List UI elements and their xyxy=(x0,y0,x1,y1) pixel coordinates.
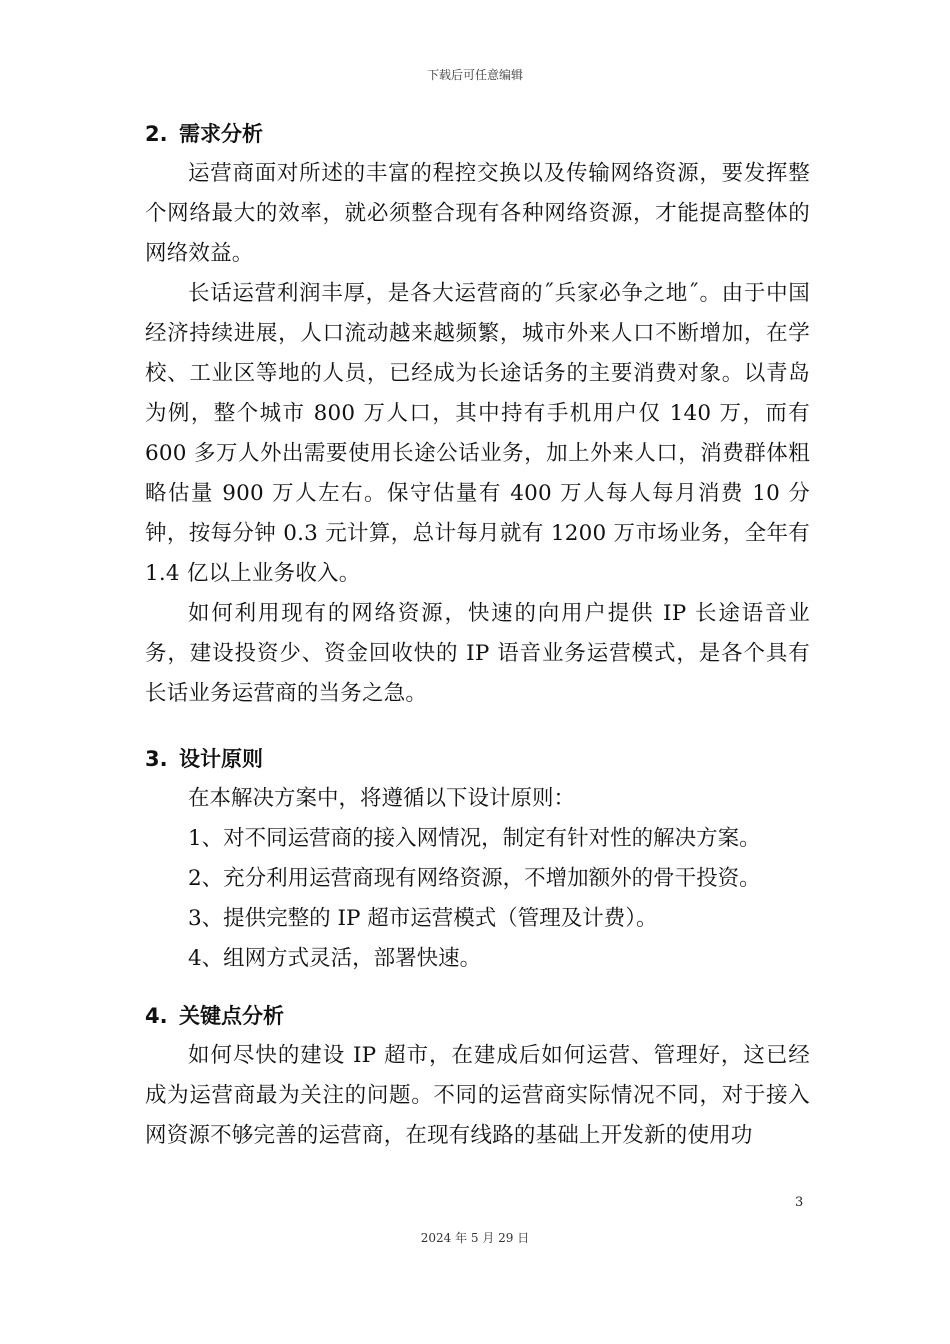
section-title: 关键点分析 xyxy=(179,1004,284,1028)
list-item: 4、组网方式灵活，部署快速。 xyxy=(188,946,482,971)
list-item: 3、提供完整的 IP 超市运营模式（管理及计费）。 xyxy=(188,906,658,931)
section-number: 2. xyxy=(145,122,168,146)
list-item: 2、充分利用运营商现有网络资源，不增加额外的骨干投资。 xyxy=(188,866,761,891)
page-header: 下载后可任意编辑 xyxy=(426,68,523,82)
list-item: 1、对不同运营商的接入网情况，制定有针对性的解决方案。 xyxy=(188,826,761,851)
paragraph: 如何利用现有的网络资源，快速的向用户提供 IP 长途语音业务，建设投资少、资金回收快的 IP 语音业务运营模式，是各个具有长话业务运营商的当务之急。 xyxy=(145,601,810,706)
section-number: 3. xyxy=(145,747,168,771)
section-number: 4. xyxy=(145,1004,168,1028)
section-title: 设计原则 xyxy=(179,747,263,771)
document-body xyxy=(145,114,810,1156)
page-footer-date: 2024 年 5 月 29 日 xyxy=(420,1231,530,1245)
section-heading-design-principles xyxy=(145,739,810,779)
paragraph: 运营商面对所述的丰富的程控交换以及传输网络资源，要发挥整个网络最大的效率，就必须整合现有各种网络资源，才能提高整体的网络效益。 xyxy=(145,161,810,266)
paragraph: 长话运营利润丰厚，是各大运营商的˝兵家必争之地˝。由于中国经济持续进展，人口流动越来越频繁，城市外来人口不断增加，在学校、工业区等地的人员，已经成为长途话务的主要消费对象。以青岛为例，整个城市 800 万人口，其中持有手机用户仅 140 万，而有 600 多万人外出需要使用长途公话业务，加上外来人口，消费群体粗略估量 900 万人左右。保守估量有 400 万人每人每月消费 10 分钟，按每分钟 0.3 元计算，总计每月就有 1200 万市场业务，全年有 1.4 亿以上业务收入。 xyxy=(145,281,810,586)
page-number: 3 xyxy=(795,1195,804,1210)
section-heading-demand-analysis xyxy=(145,114,810,154)
section-heading-key-points xyxy=(145,996,810,1036)
paragraph: 如何尽快的建设 IP 超市，在建成后如何运营、管理好，这已经成为运营商最为关注的问题。不同的运营商实际情况不同，对于接入网资源不够完善的运营商，在现有线路的基础上开发新的使用功 xyxy=(145,1043,810,1148)
section-title: 需求分析 xyxy=(179,122,263,146)
list-intro: 在本解决方案中，将遵循以下设计原则： xyxy=(188,786,576,811)
